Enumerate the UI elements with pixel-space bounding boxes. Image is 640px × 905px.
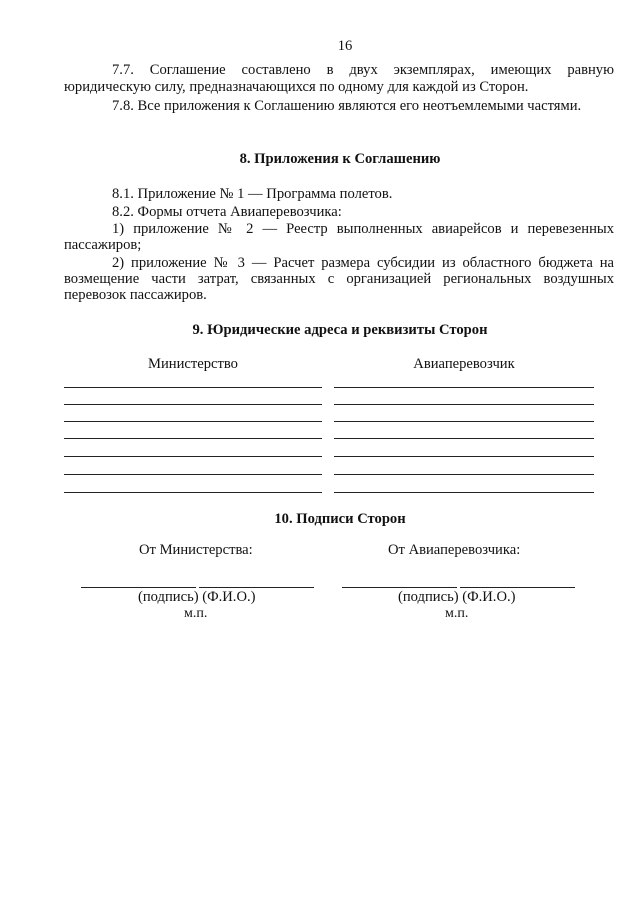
ministry-name-line bbox=[199, 587, 314, 588]
ministry-requisite-line bbox=[64, 456, 322, 457]
carrier-signature-line bbox=[342, 587, 457, 588]
ministry-requisite-line bbox=[64, 492, 322, 493]
carrier-name-line bbox=[460, 587, 575, 588]
clause-7-7-line-2: юридическую силу, предназначающихся по одному для каждой из Сторон. bbox=[64, 79, 529, 95]
carrier-label: Авиаперевозчик bbox=[413, 356, 515, 372]
ministry-requisite-line bbox=[64, 421, 322, 422]
carrier-requisite-line bbox=[334, 474, 594, 475]
carrier-signature-caption: (подпись) (Ф.И.О.) bbox=[398, 589, 516, 605]
list-item-2-line-2: возмещение части затрат, связанных с организацией региональных воздушных bbox=[64, 271, 614, 287]
section-9-heading: 9. Юридические адреса и реквизиты Сторон bbox=[192, 322, 488, 338]
carrier-requisite-line bbox=[334, 456, 594, 457]
ministry-requisite-line bbox=[64, 474, 322, 475]
ministry-requisite-line bbox=[64, 387, 322, 388]
clause-8-1: 8.1. Приложение № 1 — Программа полетов. bbox=[112, 186, 393, 202]
clause-8-2: 8.2. Формы отчета Авиаперевозчика: bbox=[112, 204, 342, 220]
carrier-requisite-line bbox=[334, 404, 594, 405]
carrier-requisite-line bbox=[334, 438, 594, 439]
section-10-heading: 10. Подписи Сторон bbox=[274, 511, 406, 527]
list-item-2-line-1: 2) приложение № 3 — Расчет размера субсидии из областного бюджета на bbox=[112, 255, 614, 271]
ministry-label: Министерство bbox=[148, 356, 238, 372]
ministry-signature-caption: (подпись) (Ф.И.О.) bbox=[138, 589, 256, 605]
from-ministry-label: От Министерства: bbox=[139, 542, 253, 558]
from-carrier-label: От Авиаперевозчика: bbox=[388, 542, 521, 558]
ministry-requisite-line bbox=[64, 438, 322, 439]
list-item-1-line-1: 1) приложение № 2 — Реестр выполненных авиарейсов и перевезенных bbox=[112, 221, 614, 237]
list-item-2-line-3: перевозок пассажиров. bbox=[64, 287, 207, 303]
list-item-1-line-2: пассажиров; bbox=[64, 237, 142, 253]
section-8-heading: 8. Приложения к Соглашению bbox=[239, 151, 441, 167]
ministry-signature-line bbox=[81, 587, 196, 588]
carrier-stamp-mark: м.п. bbox=[445, 606, 469, 621]
page-number: 16 bbox=[337, 38, 353, 54]
carrier-requisite-line bbox=[334, 387, 594, 388]
clause-7-8: 7.8. Все приложения к Соглашению являются его неотъемлемыми частями. bbox=[112, 98, 582, 114]
ministry-stamp-mark: м.п. bbox=[184, 606, 208, 621]
clause-7-7-line-1: 7.7. Соглашение составлено в двух экземплярах, имеющих равную bbox=[112, 62, 614, 78]
carrier-requisite-line bbox=[334, 421, 594, 422]
carrier-requisite-line bbox=[334, 492, 594, 493]
ministry-requisite-line bbox=[64, 404, 322, 405]
